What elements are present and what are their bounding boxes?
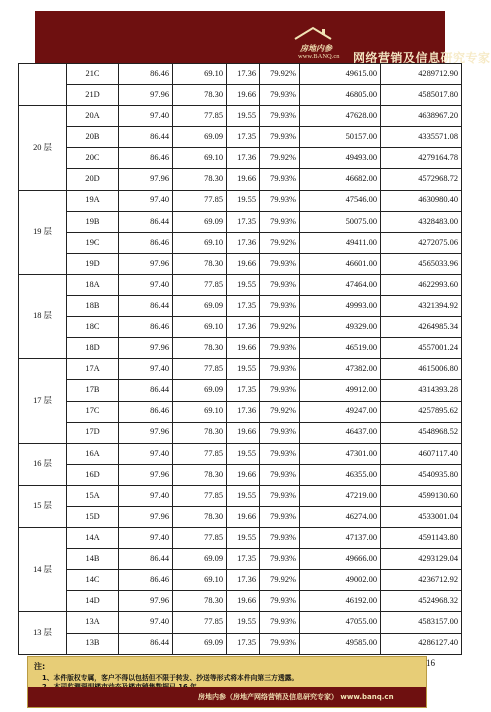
cell-b: 69.10: [173, 232, 227, 253]
cell-b: 69.09: [173, 211, 227, 232]
cell-price: 46192.00: [300, 591, 381, 612]
cell-c: 19.55: [227, 274, 260, 295]
cell-total: 4328483.00: [381, 211, 462, 232]
cell-c: 19.66: [227, 338, 260, 359]
table-row: [19, 106, 462, 127]
cell-price: 49493.00: [300, 148, 381, 169]
table-row: [19, 169, 462, 190]
cell-price: 47219.00: [300, 485, 381, 506]
table-row: [19, 380, 462, 401]
cell-total: 4583157.00: [381, 612, 462, 633]
cell-a: 97.40: [119, 485, 173, 506]
cell-d: 79.93%: [260, 274, 300, 295]
table-row: [19, 85, 462, 106]
cell-total: 4638967.20: [381, 106, 462, 127]
cell-total: 4599130.60: [381, 485, 462, 506]
cell-d: 79.93%: [260, 359, 300, 380]
table-row: [19, 296, 462, 317]
cell-d: 79.93%: [260, 106, 300, 127]
table-row: [19, 317, 462, 338]
cell-a: 86.46: [119, 64, 173, 85]
cell-d: 79.93%: [260, 549, 300, 570]
cell-a: 86.46: [119, 232, 173, 253]
cell-d: 79.93%: [260, 633, 300, 654]
cell-b: 69.10: [173, 401, 227, 422]
table-row: [19, 485, 462, 506]
cell-b: 69.10: [173, 570, 227, 591]
cell-d: 79.92%: [260, 232, 300, 253]
cell-room: 15A: [67, 485, 119, 506]
cell-room: 14A: [67, 528, 119, 549]
cell-c: 19.55: [227, 106, 260, 127]
cell-a: 86.44: [119, 296, 173, 317]
cell-a: 86.46: [119, 401, 173, 422]
cell-price: 46355.00: [300, 464, 381, 485]
cell-a: 97.96: [119, 591, 173, 612]
cell-a: 86.44: [119, 211, 173, 232]
cell-room: 13A: [67, 612, 119, 633]
cell-total: 4286127.40: [381, 633, 462, 654]
cell-d: 79.93%: [260, 612, 300, 633]
cell-c: 19.66: [227, 85, 260, 106]
footer-bar: [28, 687, 426, 707]
cell-room: 17A: [67, 359, 119, 380]
cell-price: 49247.00: [300, 401, 381, 422]
brand-url: www.BANQ.cn: [298, 53, 340, 60]
cell-b: 69.09: [173, 549, 227, 570]
table-row: [19, 422, 462, 443]
cell-price: 47137.00: [300, 528, 381, 549]
cell-b: 78.30: [173, 591, 227, 612]
cell-room: 17C: [67, 401, 119, 422]
cell-room: 20C: [67, 148, 119, 169]
floor-label: 14 层: [19, 528, 67, 612]
cell-price: 49002.00: [300, 570, 381, 591]
cell-total: 4314393.28: [381, 380, 462, 401]
cell-room: 20B: [67, 127, 119, 148]
cell-c: 19.66: [227, 422, 260, 443]
cell-price: 47546.00: [300, 190, 381, 211]
cell-room: 14B: [67, 549, 119, 570]
cell-room: 21C: [67, 64, 119, 85]
cell-c: 19.55: [227, 612, 260, 633]
cell-total: 4540935.80: [381, 464, 462, 485]
cell-price: 49666.00: [300, 549, 381, 570]
cell-c: 19.55: [227, 190, 260, 211]
table-row: [19, 338, 462, 359]
cell-total: 4630980.40: [381, 190, 462, 211]
cell-b: 78.30: [173, 253, 227, 274]
cell-total: 4257895.62: [381, 401, 462, 422]
cell-room: 18D: [67, 338, 119, 359]
cell-b: 69.10: [173, 64, 227, 85]
cell-total: 4565033.96: [381, 253, 462, 274]
cell-price: 46682.00: [300, 169, 381, 190]
cell-c: 19.66: [227, 169, 260, 190]
cell-c: 17.35: [227, 549, 260, 570]
floor-label: 19 层: [19, 190, 67, 274]
cell-a: 97.96: [119, 253, 173, 274]
cell-c: 17.36: [227, 317, 260, 338]
cell-total: 4524968.32: [381, 591, 462, 612]
table-row: [19, 528, 462, 549]
cell-c: 19.55: [227, 485, 260, 506]
table-row: [19, 570, 462, 591]
cell-b: 77.85: [173, 528, 227, 549]
cell-total: 4321394.92: [381, 296, 462, 317]
cell-price: 46805.00: [300, 85, 381, 106]
cell-a: 97.96: [119, 464, 173, 485]
cell-d: 79.93%: [260, 211, 300, 232]
cell-b: 78.30: [173, 85, 227, 106]
cell-a: 97.40: [119, 106, 173, 127]
cell-price: 47055.00: [300, 612, 381, 633]
cell-c: 17.36: [227, 148, 260, 169]
cell-total: 4557001.24: [381, 338, 462, 359]
cell-price: 46519.00: [300, 338, 381, 359]
cell-d: 79.92%: [260, 148, 300, 169]
cell-room: 20D: [67, 169, 119, 190]
note-copyright: 1、本件版权专属，客户不得以包括但不限于转发、抄送等形式将本件向第三方透露。: [42, 674, 299, 682]
cell-room: 18A: [67, 274, 119, 295]
cell-a: 86.44: [119, 380, 173, 401]
table-row: [19, 211, 462, 232]
cell-room: 17D: [67, 422, 119, 443]
cell-total: 4236712.92: [381, 570, 462, 591]
cell-price: 49585.00: [300, 633, 381, 654]
table-row: [19, 148, 462, 169]
floor-label: 20 层: [19, 106, 67, 190]
cell-b: 78.30: [173, 338, 227, 359]
cell-d: 79.93%: [260, 127, 300, 148]
cell-room: 20A: [67, 106, 119, 127]
table-row: [19, 190, 462, 211]
cell-room: 14D: [67, 591, 119, 612]
floor-label: 15 层: [19, 485, 67, 527]
price-table: [18, 63, 462, 655]
cell-room: 19C: [67, 232, 119, 253]
cell-a: 97.96: [119, 506, 173, 527]
cell-d: 79.93%: [260, 464, 300, 485]
table-row: [19, 443, 462, 464]
cell-b: 77.85: [173, 612, 227, 633]
cell-d: 79.92%: [260, 317, 300, 338]
floor-label: 16 层: [19, 443, 67, 485]
cell-b: 78.30: [173, 464, 227, 485]
cell-total: 4264985.34: [381, 317, 462, 338]
cell-total: 4289712.90: [381, 64, 462, 85]
cell-a: 97.96: [119, 85, 173, 106]
cell-a: 86.44: [119, 127, 173, 148]
cell-room: 16D: [67, 464, 119, 485]
cell-c: 17.35: [227, 296, 260, 317]
cell-c: 17.36: [227, 232, 260, 253]
cell-d: 79.93%: [260, 296, 300, 317]
cell-room: 13B: [67, 633, 119, 654]
cell-room: 19D: [67, 253, 119, 274]
cell-price: 46274.00: [300, 506, 381, 527]
cell-price: 50075.00: [300, 211, 381, 232]
cell-c: 17.35: [227, 380, 260, 401]
cell-price: 49615.00: [300, 64, 381, 85]
table-row: [19, 591, 462, 612]
cell-c: 17.35: [227, 127, 260, 148]
cell-b: 69.10: [173, 148, 227, 169]
table-row: [19, 549, 462, 570]
cell-d: 79.93%: [260, 169, 300, 190]
cell-b: 77.85: [173, 106, 227, 127]
cell-b: 69.09: [173, 296, 227, 317]
cell-total: 4572968.72: [381, 169, 462, 190]
note-title: 注:: [34, 662, 46, 671]
cell-price: 47628.00: [300, 106, 381, 127]
cell-a: 86.46: [119, 148, 173, 169]
cell-room: 14C: [67, 570, 119, 591]
cell-a: 97.40: [119, 528, 173, 549]
cell-total: 4591143.80: [381, 528, 462, 549]
table-row: [19, 612, 462, 633]
cell-room: 21D: [67, 85, 119, 106]
cell-b: 69.09: [173, 633, 227, 654]
cell-c: 19.66: [227, 591, 260, 612]
cell-b: 69.10: [173, 317, 227, 338]
cell-a: 97.96: [119, 169, 173, 190]
cell-total: 4622993.60: [381, 274, 462, 295]
floor-label: [19, 64, 67, 106]
cell-c: 19.55: [227, 528, 260, 549]
cell-room: 19A: [67, 190, 119, 211]
cell-total: 4293129.04: [381, 549, 462, 570]
footer-brand-text: 房地内参（房地产网络营销及信息研究专家） www.banq.cn: [198, 693, 394, 701]
table-row: [19, 359, 462, 380]
table-row: [19, 232, 462, 253]
cell-c: 19.66: [227, 506, 260, 527]
cell-c: 19.66: [227, 464, 260, 485]
table-row: [19, 127, 462, 148]
table-row: [19, 64, 462, 85]
cell-price: 46601.00: [300, 253, 381, 274]
cell-d: 79.93%: [260, 443, 300, 464]
cell-room: 17B: [67, 380, 119, 401]
cell-d: 79.93%: [260, 253, 300, 274]
cell-total: 4607117.40: [381, 443, 462, 464]
cell-a: 86.44: [119, 633, 173, 654]
cell-a: 86.46: [119, 570, 173, 591]
cell-a: 97.40: [119, 359, 173, 380]
cell-d: 79.92%: [260, 570, 300, 591]
cell-c: 19.66: [227, 253, 260, 274]
cell-d: 79.93%: [260, 190, 300, 211]
page-number: 16: [426, 658, 435, 668]
cell-price: 46437.00: [300, 422, 381, 443]
cell-price: 47382.00: [300, 359, 381, 380]
brand-small-text: 房地内参: [300, 44, 332, 53]
cell-d: 79.92%: [260, 64, 300, 85]
table-row: [19, 253, 462, 274]
cell-price: 47301.00: [300, 443, 381, 464]
cell-b: 78.30: [173, 422, 227, 443]
floor-label: 13 层: [19, 612, 67, 654]
cell-a: 97.40: [119, 274, 173, 295]
cell-room: 19B: [67, 211, 119, 232]
brand-header: [35, 11, 491, 65]
cell-b: 69.09: [173, 127, 227, 148]
cell-price: 49993.00: [300, 296, 381, 317]
table-row: [19, 274, 462, 295]
cell-price: 47464.00: [300, 274, 381, 295]
cell-b: 78.30: [173, 506, 227, 527]
cell-total: 4615006.80: [381, 359, 462, 380]
notes-footer: [27, 656, 427, 708]
cell-a: 97.40: [119, 190, 173, 211]
cell-a: 97.40: [119, 612, 173, 633]
cell-total: 4335571.08: [381, 127, 462, 148]
cell-price: 50157.00: [300, 127, 381, 148]
cell-price: 49411.00: [300, 232, 381, 253]
cell-d: 79.93%: [260, 528, 300, 549]
cell-b: 77.85: [173, 274, 227, 295]
cell-c: 19.55: [227, 443, 260, 464]
cell-total: 4533001.04: [381, 506, 462, 527]
cell-total: 4548968.52: [381, 422, 462, 443]
cell-c: 17.36: [227, 570, 260, 591]
cell-d: 79.93%: [260, 506, 300, 527]
cell-d: 79.93%: [260, 422, 300, 443]
floor-label: 18 层: [19, 274, 67, 358]
cell-a: 97.96: [119, 422, 173, 443]
cell-total: 4279164.78: [381, 148, 462, 169]
cell-a: 97.96: [119, 338, 173, 359]
cell-c: 19.55: [227, 359, 260, 380]
cell-c: 17.36: [227, 64, 260, 85]
cell-d: 79.93%: [260, 85, 300, 106]
cell-room: 18C: [67, 317, 119, 338]
cell-d: 79.92%: [260, 401, 300, 422]
cell-b: 77.85: [173, 485, 227, 506]
cell-room: 16A: [67, 443, 119, 464]
cell-room: 15D: [67, 506, 119, 527]
brand-slogan: 网络营销及信息研究专家: [353, 51, 491, 65]
cell-d: 79.93%: [260, 338, 300, 359]
cell-c: 17.35: [227, 211, 260, 232]
cell-d: 79.93%: [260, 380, 300, 401]
cell-b: 77.85: [173, 190, 227, 211]
cell-price: 49329.00: [300, 317, 381, 338]
cell-room: 18B: [67, 296, 119, 317]
cell-c: 17.36: [227, 401, 260, 422]
cell-price: 49912.00: [300, 380, 381, 401]
table-row: [19, 401, 462, 422]
cell-b: 78.30: [173, 169, 227, 190]
cell-total: 4585017.80: [381, 85, 462, 106]
cell-b: 77.85: [173, 359, 227, 380]
table-row: [19, 464, 462, 485]
table-row: [19, 633, 462, 654]
floor-label: 17 层: [19, 359, 67, 443]
cell-a: 86.46: [119, 317, 173, 338]
cell-d: 79.93%: [260, 591, 300, 612]
cell-d: 79.93%: [260, 485, 300, 506]
cell-b: 77.85: [173, 443, 227, 464]
cell-total: 4272075.06: [381, 232, 462, 253]
cell-c: 17.35: [227, 633, 260, 654]
cell-a: 86.44: [119, 549, 173, 570]
table-row: [19, 506, 462, 527]
cell-b: 69.09: [173, 380, 227, 401]
cell-a: 97.40: [119, 443, 173, 464]
